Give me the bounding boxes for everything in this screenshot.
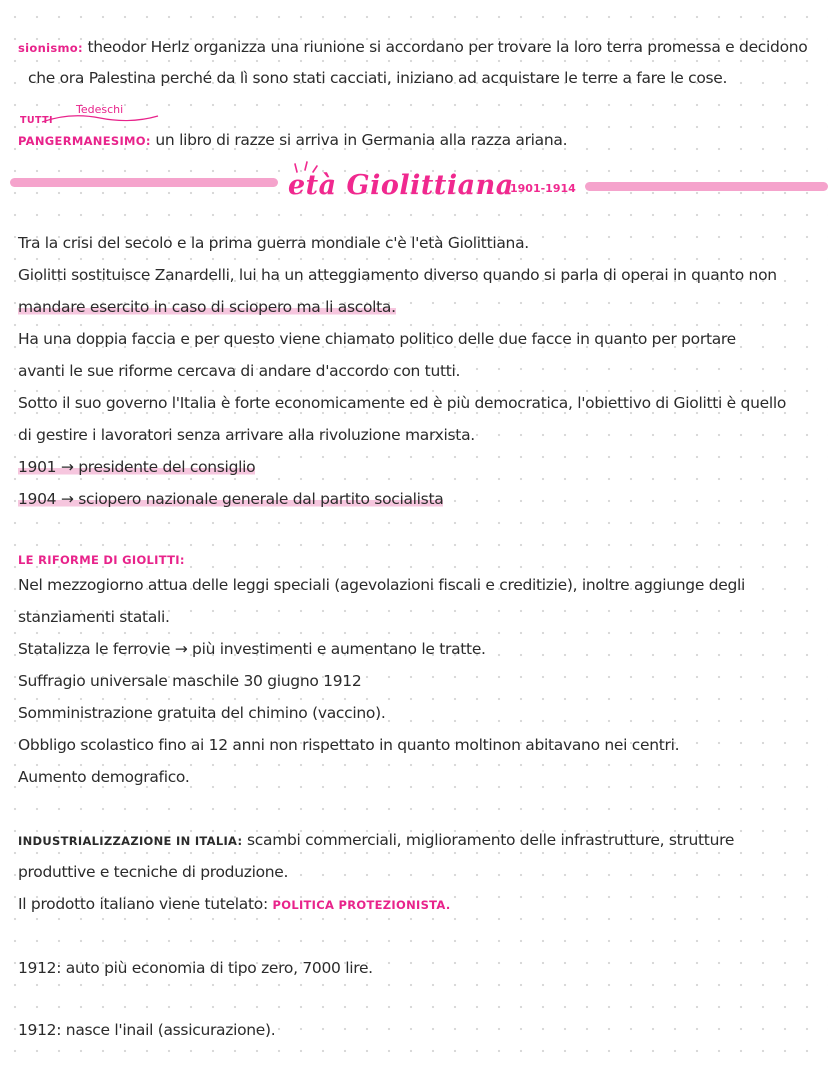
paragraph-line: Giolitti sostituisce Zanardelli, lui ha un atteggiamento diverso quando si parla di operai in quanto non: [18, 266, 777, 284]
paragraph-line: Tra la crisi del secolo e la prima guerra mondiale c'è l'età Giolittiana.: [18, 234, 529, 252]
timeline-item: [18, 457, 255, 477]
section-title: età Giolittiana: [288, 170, 514, 201]
industria-text-1: scambi commerciali, miglioramento delle infrastrutture, strutture: [247, 831, 735, 849]
annotation-tedeschi: Tedeschi: [76, 103, 124, 116]
industria-keyword: INDUSTRIALIZZAZIONE IN ITALIA:: [18, 834, 243, 848]
industria-text-2: produttive e tecniche di produzione.: [18, 863, 289, 881]
sionismo-text-2: che ora Palestina perché da lì sono stati cacciati, iniziano ad acquistare le terre a fare le cose.: [28, 69, 728, 87]
politica-keyword: POLITICA PROTEZIONISTA.: [272, 898, 451, 912]
riforme-line: Obbligo scolastico fino ai 12 anni non rispettato in quanto moltinon abitavano nei centri.: [18, 736, 680, 754]
industria-text-3: Il prodotto italiano viene tutelato:: [18, 895, 268, 913]
riforme-line: Somministrazione gratuita del chimino (vaccino).: [18, 704, 386, 722]
riforme-line: Aumento demografico.: [18, 768, 190, 786]
arrow-icon: →: [60, 490, 74, 508]
timeline-text: sciopero nazionale generale dal partito socialista: [78, 490, 444, 508]
paragraph-line: di gestire i lavoratori senza arrivare alla rivoluzione marxista.: [18, 426, 475, 444]
timeline-year: 1901: [18, 458, 57, 476]
riforme-line: Statalizza le ferrovie → più investimenti e aumentano le tratte.: [18, 640, 486, 658]
timeline-entry: [18, 458, 255, 476]
sionismo-keyword: sionismo:: [18, 41, 83, 55]
industria-line-1: [18, 830, 734, 851]
pangermanesimo-keyword: PANGERMANESIMO:: [18, 134, 151, 148]
title-bar-left: [10, 178, 278, 187]
annotation-brace: [40, 110, 160, 124]
riforme-line: Suffragio universale maschile 30 giugno 1912: [18, 672, 362, 690]
arrow-icon: →: [60, 458, 74, 476]
section-dates: 1901-1914: [510, 182, 576, 195]
timeline-entry: [18, 490, 443, 508]
title-bar-right: [585, 182, 828, 191]
paragraph-line: avanti le sue riforme cercava di andare d'accordo con tutti.: [18, 362, 461, 380]
industria-line-3: [18, 894, 450, 915]
timeline-text: presidente del consiglio: [78, 458, 256, 476]
paragraph-line: Ha una doppia faccia e per questo viene chiamato politico delle due facce in quanto per portare: [18, 330, 736, 348]
timeline-item: [18, 489, 443, 509]
sionismo-line-1: [18, 37, 807, 58]
paragraph-line: [18, 297, 396, 317]
pangermanesimo-text: un libro di razze si arriva in Germania alla razza ariana.: [155, 131, 568, 149]
paragraph-line: Sotto il suo governo l'Italia è forte economicamente ed è più democratica, l'obiettivo di Giolitti è quello: [18, 394, 787, 412]
fact-line: 1912: auto più economia di tipo zero, 7000 lire.: [18, 959, 373, 977]
riforme-line: Nel mezzogiorno attua delle leggi speciali (agevolazioni fiscali e creditizie), inoltre aggiunge degli: [18, 576, 746, 594]
timeline-year: 1904: [18, 490, 57, 508]
sionismo-text-1: theodor Herlz organizza una riunione si accordano per trovare la loro terra promessa e decidono: [87, 38, 808, 56]
pangermanesimo-line: [18, 130, 567, 151]
paragraph-line-text: mandare esercito in caso di sciopero ma li ascolta.: [18, 298, 396, 316]
riforme-heading: LE RIFORME DI GIOLITTI:: [18, 553, 185, 567]
fact-line: 1912: nasce l'inail (assicurazione).: [18, 1021, 276, 1039]
riforme-line: stanziamenti statali.: [18, 608, 170, 626]
annotation-tutti: TUTTI: [20, 115, 53, 126]
